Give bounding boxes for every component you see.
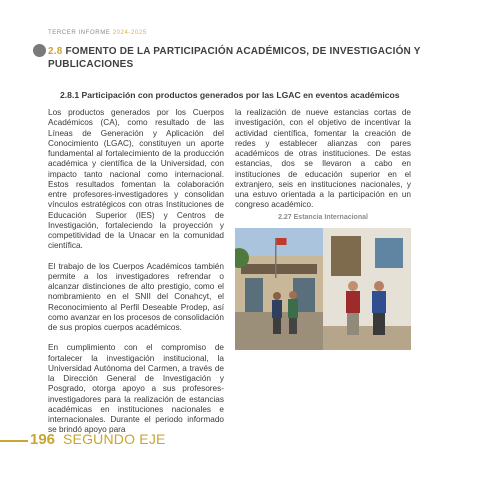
right-column — [235, 108, 411, 211]
section-bullet-icon — [33, 44, 46, 57]
floor — [323, 326, 411, 350]
person-legs — [347, 313, 359, 335]
section-number: 2.8 — [48, 46, 63, 57]
report-name: TERCER INFORME — [48, 30, 111, 36]
footer-rule — [0, 440, 28, 442]
report-header — [48, 30, 147, 36]
window — [375, 238, 403, 268]
paragraph-2: El trabajo de los Cuerpos Académicos también permite a los investigadores refrendar o alcanzar distinciones de alto prestigio, como el nombramiento en el SNII del Conahcyt, el Reconocimiento al Perfil Deseable Prodep, así como avanzar en los procesos de consolidación de sus propios cuerpos académicos. — [48, 261, 224, 332]
figure-photo — [235, 228, 411, 350]
paragraph-1: Los productos generados por los Cuerpos Académicos (CA), como resultado de las Líneas de Generación y Aplicación del Conocimiento (LGAC), constituyen un aporte fundamental al fortalecimiento de la producción académica y científica de la Universidad, con impacto tanto nacional como internacional. Estos resultados fomentan la colaboración entre profesores-investigadores y consolidan vínculos estratégicos con otras Instituciones de Educación Superior (IES) y Centros de Investigación, fortaleciendo la proyección y competitividad de la Unacar en la comunidad científica. — [48, 108, 224, 251]
person-body — [288, 299, 298, 318]
left-column — [48, 108, 224, 436]
paragraph-4: la realización de nueve estancias cortas de investigación, con el objetivo de incentivar la actividad científica, fomentar la creación de redes y establecer alianzas con pares académicos de otras instituciones. De estas estancias, dos se llevaron a cabo en instituciones de educación superior en el extranjero, seis en instituciones nacionales, y una estuvo orientada a la participación en un congreso académico. — [235, 108, 411, 210]
flag-pole — [275, 238, 277, 278]
person-head — [273, 292, 281, 300]
paragraph-3: En cumplimiento con el compromiso de fortalecer la investigación institucional, la Universidad Autónoma del Carmen, a través de la Dirección General de Investigación y Posgrado, otorga apoyo a sus profesores-investigadores para la realización de estancias académicas en instituciones nacionales e internacionales. Durante el periodo informado se brindó apoyo para — [48, 343, 224, 435]
footer-section-name: SEGUNDO EJE — [63, 431, 166, 447]
person-head — [348, 281, 358, 291]
person-body — [372, 291, 386, 313]
building-sign — [241, 264, 317, 274]
photo-illustration — [235, 228, 411, 350]
bookshelf — [331, 236, 361, 276]
section-title-text: FOMENTO DE LA PARTICIPACIÓN ACADÉMICOS, DE INVESTIGACIÓN Y PUBLICACIONES — [48, 46, 421, 70]
person-legs — [273, 318, 281, 334]
section-title — [48, 45, 448, 71]
person-head — [289, 291, 297, 299]
page-number: 196 — [30, 431, 56, 448]
person-body — [346, 291, 360, 313]
person-legs — [289, 318, 297, 334]
report-years: 2024-2025 — [112, 30, 147, 36]
flag — [277, 238, 287, 245]
subsection-title: 2.8.1 Participación con productos generados por las LGAC en eventos académicos — [60, 90, 400, 100]
building-window — [245, 278, 263, 312]
person-head — [374, 281, 384, 291]
person-body — [272, 300, 282, 318]
figure-caption: 2.27 Estancia Internacional — [278, 214, 368, 221]
person-legs — [373, 313, 385, 335]
